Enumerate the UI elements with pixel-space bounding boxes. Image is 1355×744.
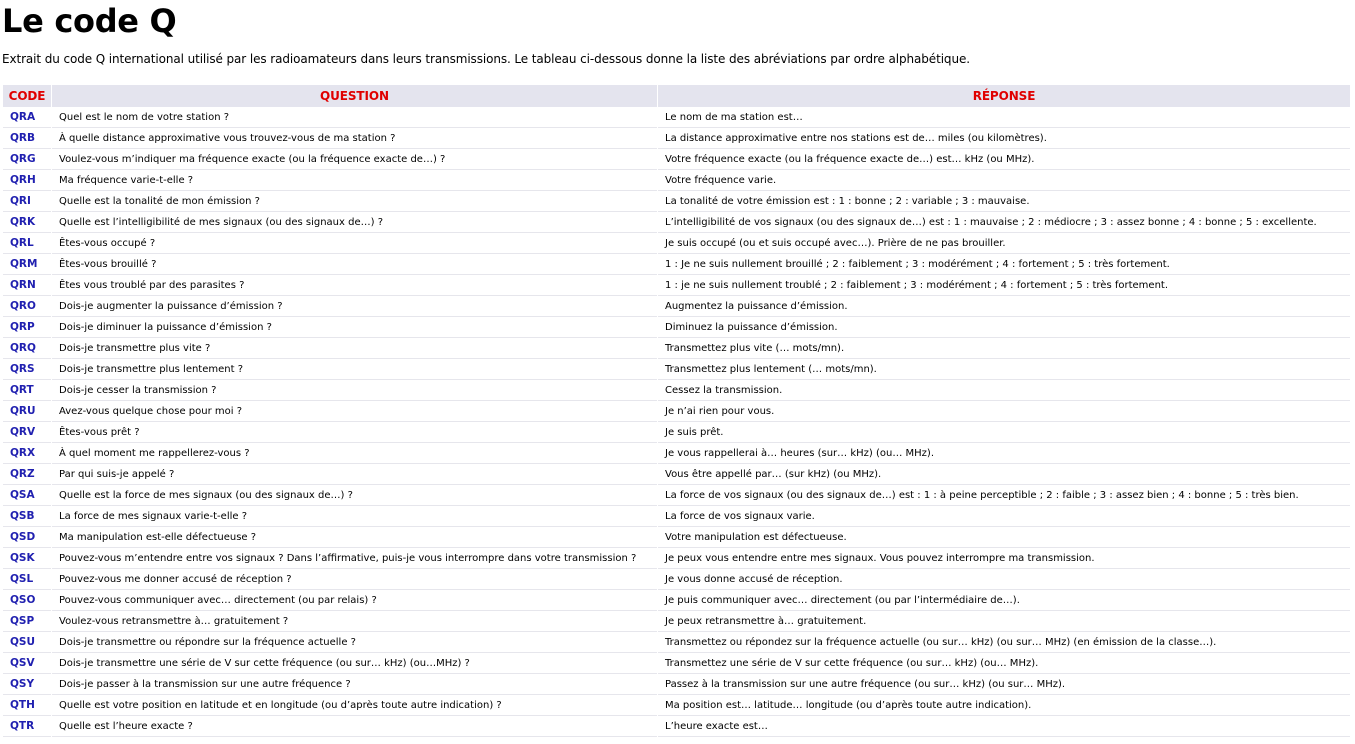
code-cell: QSY: [3, 674, 51, 695]
question-cell: Dois-je transmettre ou répondre sur la fréquence actuelle ?: [52, 632, 657, 653]
code-cell: QRT: [3, 380, 51, 401]
table-row: [3, 233, 1350, 254]
question-cell: Êtes-vous brouillé ?: [52, 254, 657, 275]
code-cell: QSV: [3, 653, 51, 674]
table-row: [3, 674, 1350, 695]
question-cell: Quelle est votre position en latitude et en longitude (ou d’après toute autre indication) ?: [52, 695, 657, 716]
code-cell: QRQ: [3, 338, 51, 359]
response-cell: Je peux retransmettre à… gratuitement.: [658, 611, 1350, 632]
question-cell: Dois-je diminuer la puissance d’émission ?: [52, 317, 657, 338]
question-cell: Ma manipulation est-elle défectueuse ?: [52, 527, 657, 548]
page-title: Le code Q: [2, 2, 177, 40]
header-question: QUESTION: [52, 85, 657, 107]
response-cell: L’intelligibilité de vos signaux (ou des signaux de…) est : 1 : mauvaise ; 2 : médiocre ; 3 : assez bonne ; 4 : bonne ; 5 : excellente.: [658, 212, 1350, 233]
table-row: [3, 191, 1350, 212]
question-cell: À quelle distance approximative vous trouvez-vous de ma station ?: [52, 128, 657, 149]
question-cell: Voulez-vous m’indiquer ma fréquence exacte (ou la fréquence exacte de…) ?: [52, 149, 657, 170]
response-cell: Je peux vous entendre entre mes signaux. Vous pouvez interrompre ma transmission.: [658, 548, 1350, 569]
code-cell: QSK: [3, 548, 51, 569]
table-row: [3, 569, 1350, 590]
table-row: [3, 506, 1350, 527]
question-cell: À quel moment me rappellerez-vous ?: [52, 443, 657, 464]
table-row: [3, 422, 1350, 443]
code-cell: QRL: [3, 233, 51, 254]
response-cell: Ma position est… latitude… longitude (ou d’après toute autre indication).: [658, 695, 1350, 716]
table-row: [3, 653, 1350, 674]
question-cell: Quelle est la force de mes signaux (ou des signaux de…) ?: [52, 485, 657, 506]
response-cell: Je vous rappellerai à… heures (sur… kHz) (ou… MHz).: [658, 443, 1350, 464]
response-cell: Transmettez ou répondez sur la fréquence actuelle (ou sur… kHz) (ou sur… MHz) (en émission de la classe…).: [658, 632, 1350, 653]
table-row: [3, 338, 1350, 359]
question-cell: Quel est le nom de votre station ?: [52, 107, 657, 128]
table-row: [3, 716, 1350, 737]
response-cell: La distance approximative entre nos stations est de… miles (ou kilomètres).: [658, 128, 1350, 149]
question-cell: Dois-je transmettre plus vite ?: [52, 338, 657, 359]
question-cell: Quelle est l’intelligibilité de mes signaux (ou des signaux de…) ?: [52, 212, 657, 233]
question-cell: Quelle est la tonalité de mon émission ?: [52, 191, 657, 212]
response-cell: Je suis occupé (ou et suis occupé avec…). Prière de ne pas brouiller.: [658, 233, 1350, 254]
response-cell: Votre fréquence exacte (ou la fréquence exacte de…) est… kHz (ou MHz).: [658, 149, 1350, 170]
table-row: [3, 275, 1350, 296]
question-cell: Par qui suis-je appelé ?: [52, 464, 657, 485]
question-cell: Avez-vous quelque chose pour moi ?: [52, 401, 657, 422]
table-row: [3, 317, 1350, 338]
code-cell: QTH: [3, 695, 51, 716]
code-cell: QTR: [3, 716, 51, 737]
question-cell: Dois-je passer à la transmission sur une autre fréquence ?: [52, 674, 657, 695]
response-cell: Diminuez la puissance d’émission.: [658, 317, 1350, 338]
header-response: RÉPONSE: [658, 85, 1350, 107]
question-cell: Êtes-vous occupé ?: [52, 233, 657, 254]
response-cell: Cessez la transmission.: [658, 380, 1350, 401]
response-cell: Augmentez la puissance d’émission.: [658, 296, 1350, 317]
table-row: [3, 170, 1350, 191]
question-cell: Êtes-vous prêt ?: [52, 422, 657, 443]
response-cell: 1 : Je ne suis nullement brouillé ; 2 : faiblement ; 3 : modérément ; 4 : fortement ; 5 : très fortement.: [658, 254, 1350, 275]
code-cell: QRA: [3, 107, 51, 128]
table-row: [3, 527, 1350, 548]
question-cell: Quelle est l’heure exacte ?: [52, 716, 657, 737]
question-cell: Pouvez-vous m’entendre entre vos signaux ? Dans l’affirmative, puis-je vous interrompre dans votre transmission ?: [52, 548, 657, 569]
table-row: [3, 107, 1350, 128]
response-cell: La force de vos signaux (ou des signaux de…) est : 1 : à peine perceptible ; 2 : faible ; 3 : assez bien ; 4 : bonne ; 5 : très bien.: [658, 485, 1350, 506]
table-row: [3, 359, 1350, 380]
code-cell: QSB: [3, 506, 51, 527]
table-row: [3, 443, 1350, 464]
question-cell: La force de mes signaux varie-t-elle ?: [52, 506, 657, 527]
response-cell: Je puis communiquer avec… directement (ou par l’intermédiaire de…).: [658, 590, 1350, 611]
response-cell: La force de vos signaux varie.: [658, 506, 1350, 527]
code-cell: QRO: [3, 296, 51, 317]
table-row: [3, 611, 1350, 632]
table-row: [3, 632, 1350, 653]
code-cell: QRK: [3, 212, 51, 233]
question-cell: Dois-je transmettre une série de V sur cette fréquence (ou sur… kHz) (ou…MHz) ?: [52, 653, 657, 674]
code-cell: QRB: [3, 128, 51, 149]
code-cell: QRG: [3, 149, 51, 170]
table-row: [3, 128, 1350, 149]
response-cell: Vous être appellé par… (sur kHz) (ou MHz).: [658, 464, 1350, 485]
code-cell: QSD: [3, 527, 51, 548]
code-cell: QRP: [3, 317, 51, 338]
response-cell: Transmettez une série de V sur cette fréquence (ou sur… kHz) (ou… MHz).: [658, 653, 1350, 674]
code-cell: QSL: [3, 569, 51, 590]
code-cell: QRU: [3, 401, 51, 422]
question-cell: Êtes vous troublé par des parasites ?: [52, 275, 657, 296]
table-header-row: [3, 85, 1350, 107]
code-cell: QRV: [3, 422, 51, 443]
table-row: [3, 485, 1350, 506]
code-cell: QSU: [3, 632, 51, 653]
table-row: [3, 401, 1350, 422]
code-cell: QRX: [3, 443, 51, 464]
response-cell: Transmettez plus vite (… mots/mn).: [658, 338, 1350, 359]
code-cell: QRZ: [3, 464, 51, 485]
response-cell: Je n’ai rien pour vous.: [658, 401, 1350, 422]
table-row: [3, 254, 1350, 275]
code-cell: QRI: [3, 191, 51, 212]
response-cell: Passez à la transmission sur une autre fréquence (ou sur… kHz) (ou sur… MHz).: [658, 674, 1350, 695]
table-row: [3, 590, 1350, 611]
code-cell: QRN: [3, 275, 51, 296]
code-cell: QRM: [3, 254, 51, 275]
response-cell: Transmettez plus lentement (… mots/mn).: [658, 359, 1350, 380]
question-cell: Pouvez-vous me donner accusé de réception ?: [52, 569, 657, 590]
table-row: [3, 380, 1350, 401]
header-code: CODE: [3, 85, 51, 107]
table-row: [3, 548, 1350, 569]
question-cell: Pouvez-vous communiquer avec… directement (ou par relais) ?: [52, 590, 657, 611]
table-row: [3, 212, 1350, 233]
response-cell: Votre manipulation est défectueuse.: [658, 527, 1350, 548]
question-cell: Dois-je augmenter la puissance d’émission ?: [52, 296, 657, 317]
question-cell: Dois-je transmettre plus lentement ?: [52, 359, 657, 380]
question-cell: Dois-je cesser la transmission ?: [52, 380, 657, 401]
response-cell: Le nom de ma station est…: [658, 107, 1350, 128]
code-cell: QRH: [3, 170, 51, 191]
intro-text: Extrait du code Q international utilisé par les radioamateurs dans leurs transmissions. Le tableau ci-dessous donne la liste des abréviations par ordre alphabétique.: [2, 52, 970, 66]
response-cell: Je vous donne accusé de réception.: [658, 569, 1350, 590]
question-cell: Voulez-vous retransmettre à… gratuitement ?: [52, 611, 657, 632]
table-row: [3, 296, 1350, 317]
code-cell: QSO: [3, 590, 51, 611]
code-cell: QRS: [3, 359, 51, 380]
table-row: [3, 149, 1350, 170]
table-row: [3, 695, 1350, 716]
q-code-table: [2, 85, 1351, 737]
code-cell: QSP: [3, 611, 51, 632]
table-row: [3, 464, 1350, 485]
question-cell: Ma fréquence varie-t-elle ?: [52, 170, 657, 191]
table-body: [3, 107, 1350, 737]
response-cell: Votre fréquence varie.: [658, 170, 1350, 191]
code-cell: QSA: [3, 485, 51, 506]
response-cell: L’heure exacte est…: [658, 716, 1350, 737]
response-cell: La tonalité de votre émission est : 1 : bonne ; 2 : variable ; 3 : mauvaise.: [658, 191, 1350, 212]
response-cell: 1 : je ne suis nullement troublé ; 2 : faiblement ; 3 : modérément ; 4 : fortement ; 5 : très fortement.: [658, 275, 1350, 296]
response-cell: Je suis prêt.: [658, 422, 1350, 443]
